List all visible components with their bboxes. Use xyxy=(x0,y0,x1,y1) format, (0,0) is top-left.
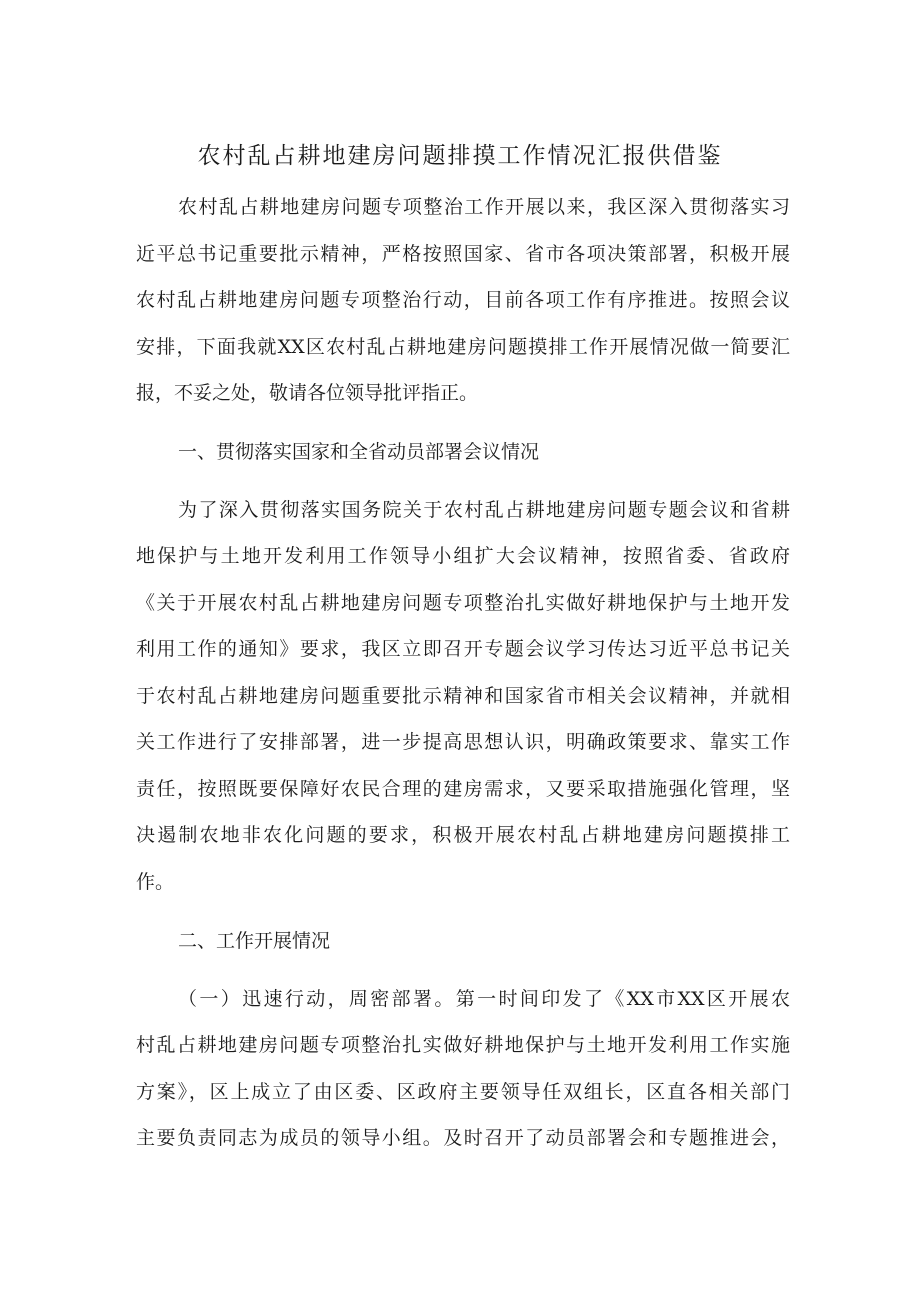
paragraph-2-line-4: 利用工作的通知》要求，我区立即召开专题会议学习传达习近平总书记关 xyxy=(136,638,790,660)
paragraph-3-line-2: 村乱占耕地建房问题专项整治扎实做好耕地保护与土地开发利用工作实施 xyxy=(136,1034,790,1056)
paragraph-2-line-9: 作。 xyxy=(136,871,175,893)
paragraph-2-line-2: 地保护与土地开发利用工作领导小组扩大会议精神，按照省委、省政府 xyxy=(136,545,790,567)
section-heading-1: 一、贯彻落实国家和全省动员部署会议情况 xyxy=(178,441,540,463)
paragraph-2-line-6: 关工作进行了安排部署，进一步提高思想认识，明确政策要求、靠实工作 xyxy=(136,731,790,753)
paragraph-2-line-3: 《关于开展农村乱占耕地建房问题专项整治扎实做好耕地保护与土地开发 xyxy=(136,592,790,614)
paragraph-2-line-8: 决遏制农地非农化问题的要求，积极开展农村乱占耕地建房问题摸排工 xyxy=(136,824,790,846)
paragraph-3-line-3: 方案》，区上成立了由区委、区政府主要领导任双组长，区直各相关部门 xyxy=(136,1081,790,1103)
paragraph-3-line-4: 主要负责同志为成员的领导小组。及时召开了动员部署会和专题推进会， xyxy=(136,1127,790,1149)
paragraph-1-line-2: 近平总书记重要批示精神，严格按照国家、省市各项决策部署，积极开展 xyxy=(136,243,790,265)
paragraph-2-line-1: 为了深入贯彻落实国务院关于农村乱占耕地建房问题专题会议和省耕 xyxy=(178,499,790,521)
paragraph-1-line-3: 农村乱占耕地建房问题专项整治行动，目前各项工作有序推进。按照会议 xyxy=(136,289,790,311)
paragraph-2-line-7: 责任，按照既要保障好农民合理的建房需求，又要采取措施强化管理，坚 xyxy=(136,778,790,800)
paragraph-1-line-5: 报，不妥之处，敬请各位领导批评指正。 xyxy=(136,382,479,404)
section-heading-2: 二、工作开展情况 xyxy=(178,930,331,952)
paragraph-3-line-1: （一）迅速行动，周密部署。第一时间印发了《XX市XX区开展农 xyxy=(178,988,790,1010)
paragraph-1-line-4: 安排，下面我就XX区农村乱占耕地建房问题摸排工作开展情况做一简要汇 xyxy=(136,336,790,358)
document-title: 农村乱占耕地建房问题排摸工作情况汇报供借鉴 xyxy=(197,143,723,169)
paragraph-2-line-5: 于农村乱占耕地建房问题重要批示精神和国家省市相关会议精神，并就相 xyxy=(136,685,790,707)
paragraph-1-line-1: 农村乱占耕地建房问题专项整治工作开展以来，我区深入贯彻落实习 xyxy=(178,196,790,218)
